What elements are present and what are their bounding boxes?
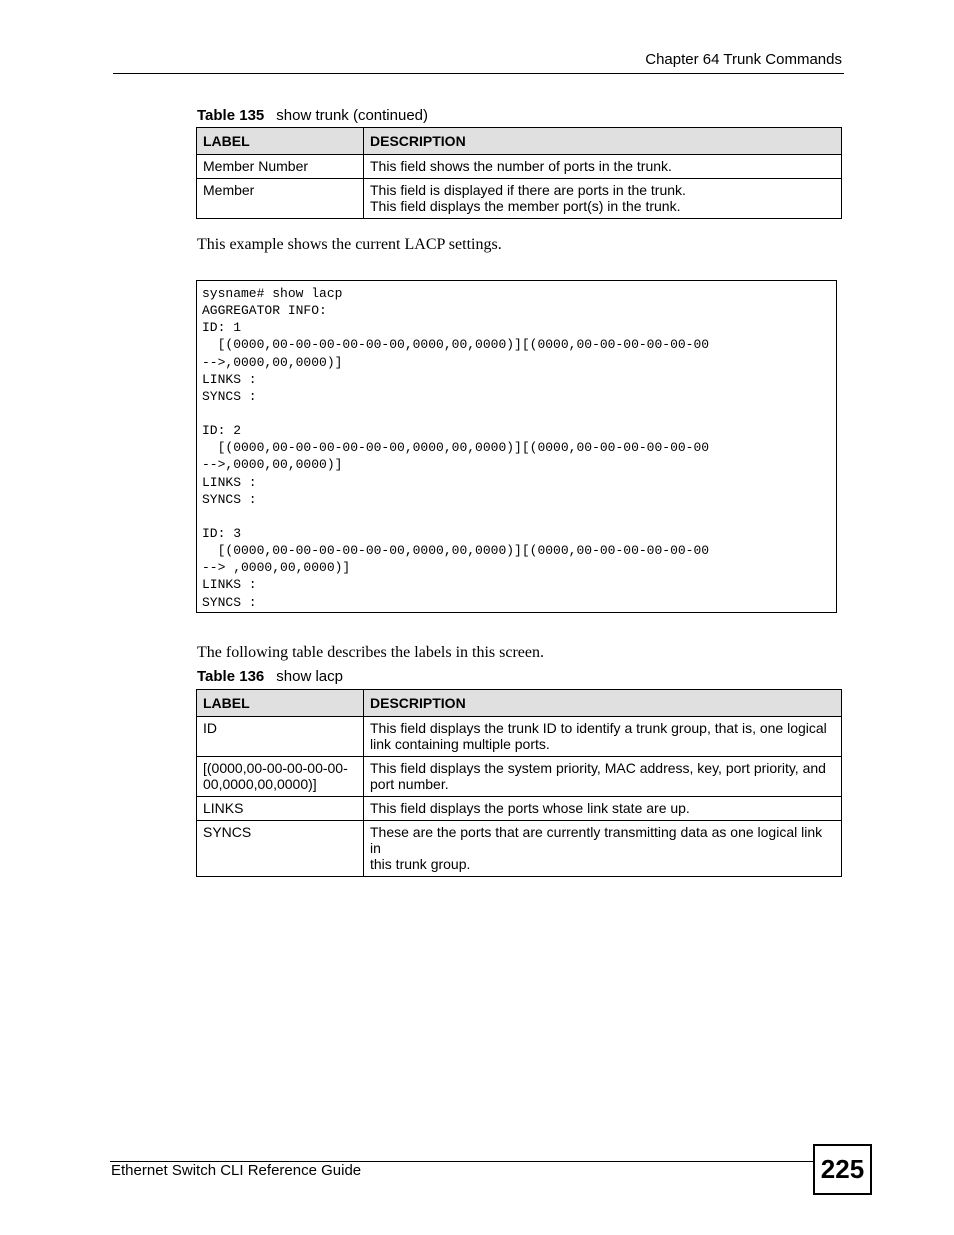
table-136 xyxy=(196,689,842,877)
table-135 xyxy=(196,127,842,219)
code-line: LINKS : xyxy=(202,577,257,593)
table-row xyxy=(197,179,842,219)
table-row xyxy=(197,155,842,179)
code-line: SYNCS : xyxy=(202,388,257,404)
column-header-description: DESCRIPTION xyxy=(364,690,842,717)
table-row xyxy=(197,757,842,797)
guide-title: Ethernet Switch CLI Reference Guide xyxy=(111,1162,362,1179)
column-header-description: DESCRIPTION xyxy=(364,128,842,155)
code-line: AGGREGATOR INFO: xyxy=(202,303,327,319)
code-line: [(0000,00-00-00-00-00-00,0000,00,0000)][(0000,00-00-00-00-00-00 xyxy=(202,337,710,353)
column-header-label: LABEL xyxy=(197,128,364,155)
row-description xyxy=(364,179,842,219)
label-line: SYNCS xyxy=(203,824,252,840)
intro-paragraph: This example shows the current LACP settings. xyxy=(197,236,502,253)
description-line: link containing multiple ports. xyxy=(370,736,550,752)
row-label xyxy=(197,797,364,821)
row-label: Member xyxy=(197,179,364,219)
table-row xyxy=(197,821,842,877)
row-description xyxy=(364,797,842,821)
description-line: This field displays the system priority, MAC address, key, port priority, and xyxy=(370,760,826,776)
table-135-title: show trunk (continued) xyxy=(276,107,429,124)
code-line: --> ,0000,00,0000)] xyxy=(202,560,351,576)
table-135-number: Table 135 xyxy=(197,107,265,124)
row-label xyxy=(197,757,364,797)
table-135-caption xyxy=(197,107,428,124)
code-line: -->,0000,00,0000)] xyxy=(202,457,343,473)
row-description xyxy=(364,821,842,877)
row-description xyxy=(364,717,842,757)
row-description xyxy=(364,757,842,797)
description-line: These are the ports that are currently transmitting data as one logical link in xyxy=(370,824,823,856)
code-line: ID: 1 xyxy=(202,320,242,336)
code-line xyxy=(202,508,836,525)
table-header-row xyxy=(197,128,842,155)
description-line: This field shows the number of ports in the trunk. xyxy=(370,158,672,174)
code-line: LINKS : xyxy=(202,474,257,490)
row-description xyxy=(364,155,842,179)
table-136-caption xyxy=(197,668,343,685)
page-number: 225 xyxy=(813,1144,872,1195)
code-line: SYNCS : xyxy=(202,594,257,610)
table-intro-paragraph: The following table describes the labels in this screen. xyxy=(197,644,545,661)
description-line: this trunk group. xyxy=(370,856,471,872)
code-line: [(0000,00-00-00-00-00-00,0000,00,0000)][(0000,00-00-00-00-00-00 xyxy=(202,543,710,559)
code-line: SYNCS : xyxy=(202,491,257,507)
label-line: [(0000,00-00-00-00-00- xyxy=(203,760,348,776)
description-line: This field is displayed if there are ports in the trunk. xyxy=(370,182,686,198)
table-row xyxy=(197,797,842,821)
row-label xyxy=(197,717,364,757)
code-line: ID: 2 xyxy=(202,423,242,439)
table-136-title: show lacp xyxy=(276,668,343,685)
description-line: This field displays the member port(s) in the trunk. xyxy=(370,198,681,214)
row-label xyxy=(197,821,364,877)
label-line: ID xyxy=(203,720,217,736)
code-line: -->,0000,00,0000)] xyxy=(202,354,343,370)
code-line: [(0000,00-00-00-00-00-00,0000,00,0000)][(0000,00-00-00-00-00-00 xyxy=(202,440,710,456)
table-header-row xyxy=(197,690,842,717)
header-rule xyxy=(113,73,844,74)
code-line: LINKS : xyxy=(202,371,257,387)
code-line: ID: 3 xyxy=(202,525,242,541)
code-example xyxy=(196,280,837,613)
table-136-number: Table 136 xyxy=(197,668,265,685)
description-line: This field displays the trunk ID to identify a trunk group, that is, one logical xyxy=(370,720,827,736)
label-line: 00,0000,00,0000)] xyxy=(203,776,317,792)
description-line: This field displays the ports whose link state are up. xyxy=(370,800,690,816)
code-line: sysname# show lacp xyxy=(202,286,343,301)
chapter-header: Chapter 64 Trunk Commands xyxy=(645,51,842,68)
row-label: Member Number xyxy=(197,155,364,179)
code-line xyxy=(202,405,836,422)
label-line: LINKS xyxy=(203,800,244,816)
table-row xyxy=(197,717,842,757)
column-header-label: LABEL xyxy=(197,690,364,717)
description-line: port number. xyxy=(370,776,449,792)
